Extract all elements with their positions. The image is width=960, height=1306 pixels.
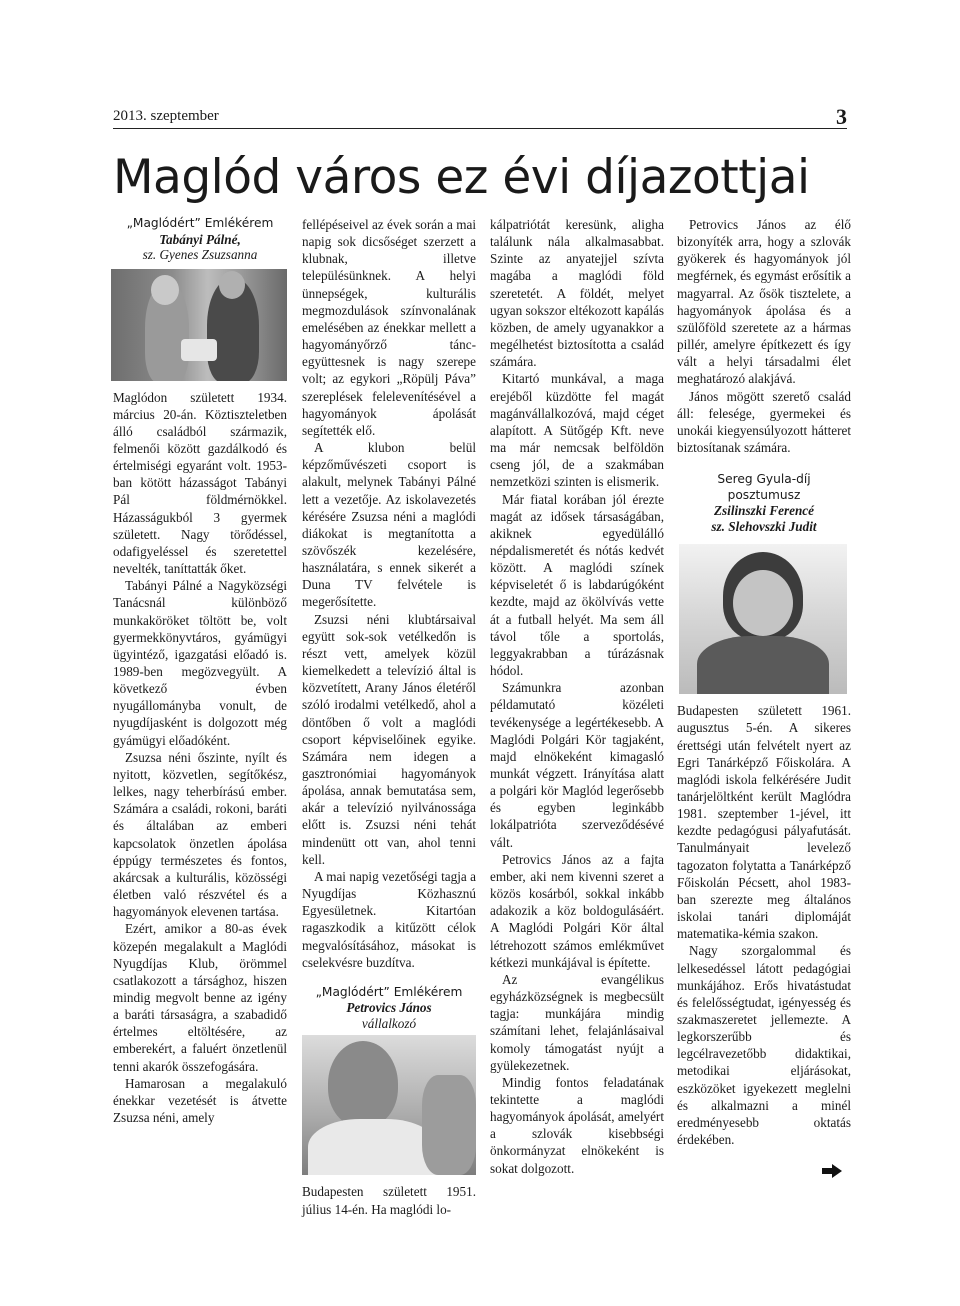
paragraph: Tabányi Pálné a Nagyközségi Tanácsnál különböző munkaköröket töltött be, volt gyermekkönyvtáros, gyámügyi ügyintéző, igazgatási előadó is. 1989-ben megözvegyült. A következő évben nyugállományba vonult, de nyugdíjasként is dolgozott még gyámügyi előadóként. — [113, 578, 287, 748]
paragraph: A klubon belül képzőművészeti csoport is alakult, melynek Tabányi Pálné lett a vezetője. Az iskolavezetés kérésére Zsuzsa néni a maglódi diákokat is megtanította a szövőszék kezelésére, használatára, s ennek sikerét a Duna TV felvétele is megerősítette. — [302, 440, 476, 610]
photo-tabanyi-award-ceremony — [111, 269, 287, 381]
paragraph: Petrovics János az élő bizonyíték arra, hogy a szlovák gyökerek és hagyományok jól megférnek, és egymást erősítik a magyarral. Az ősök tisztelete, a hagyományok ápolása és a szülőföld szeretete az a hármas pillér, amelyre építkezett és így vált a helyi társadalmi élet meghatározó alakjává. — [677, 217, 851, 387]
page-title: Maglód város ez évi díjazottjai — [113, 150, 810, 205]
awardee-occupation: vállalkozó — [361, 1015, 417, 1031]
paragraph: Petrovics János az a fajta ember, aki nem kivenni szeret a közös kosárból, sokkal inkább adakozik a köz boldogulásáért. A Maglódi Polgári Kör által létrehozott számos emlékművet kétkezi munkájával is építette. — [490, 851, 664, 970]
paragraph: János mögött szerető család áll: felesége, gyermekei és unokái kiegyensúlyozott hátteret biztosítanak számára. — [677, 388, 851, 456]
page-number: 3 — [836, 104, 847, 129]
paragraph: Zsuzsa néni őszinte, nyílt és nyitott, közvetlen, segítőkész, lelkes, nagy teherbírású ember. Számára a családi, rokoni, baráti és általában az emberi kapcsolatok önzetlen ápolása éppúgy természetes és fontos, akárcsak a kulturális, közösségi életben való részvétel és a hagyományok elevenen tartása. — [113, 749, 287, 920]
header-rule — [113, 128, 847, 129]
issue-date: 2013. szeptember — [113, 108, 219, 124]
column-3 — [490, 216, 664, 1177]
paragraph: Hamarosan a megalakuló énekkar vezetését is átvette Zsuzsa néni, amely — [113, 1075, 287, 1126]
paragraph: Mindig fontos feladatának tekintette a maglódi hagyományok ápolását, amelyért a szlovák kisebbségi önkormányzat elnökeként is sokat dolgozott. — [490, 1074, 664, 1176]
awardee-maiden-name: sz. Gyenes Zsuzsanna — [142, 247, 258, 262]
award-posthumous: posztumusz — [727, 487, 801, 502]
paragraph: Már fiatal korában jól érezte magát az idősek társaságában, akiknek egyedülálló népdalismeretét és nótás kedvét között. A maglódi színek képviseletét ő is labdarúgóként kezdte, majd az ökölvívás vette át a futball helyét. Ma sem áll távol tőle a sportolás, leggyakrabban a túrázásnak hódol. — [490, 491, 664, 679]
paragraph: Az evangélikus egyházközségnek is megbecsült tagja: munkájára mindig számítani lehet, felajánlásaival komoly támogatást nyújt a gyülekezetnek. — [490, 971, 664, 1073]
award-heading-tabanyi — [113, 216, 287, 263]
awardee-name: Tabányi Pálné, — [159, 231, 241, 247]
continue-arrow-icon — [822, 1164, 842, 1178]
column-2 — [302, 216, 476, 1218]
paragraph: A mai napig vezetőségi tagja a Nyugdíjas Közhasznú Egyesületnek. Kitartóan ragaszkodik a kitűzött célok megvalósításához, másokat is cselekvésre buzdítva. — [302, 868, 476, 970]
paragraph: Kitartó munkával, a maga erejéből küzdötte fel magát magánvállalkozóvá, majd céget alapított. A Sütőgép Kft. neve ma már nemcsak belföldön cseng jól, de a szakmában nemzetközi szinten is elismerik. — [490, 371, 664, 490]
paragraph: Budapesten született 1961. augusztus 5-én. A sikeres érettségi után felvételt nyert az Egri Tanárképző Főiskolára. A maglódi iskola felkérésére Judit tanárjelöltként került Maglódra 1981. szeptember 1-jével, itt kezdte pedagógusi pályafutását. Tanulmányait levelező tagozaton folytatta a Tanárképző Főiskolán Pécsett, ahol 1983-ban szerezte meg általános iskolai tanári diplomáját matematika-kémia szakon. — [677, 703, 851, 942]
photo-zsilinszki-portrait — [679, 544, 847, 694]
award-name: „Maglódért” Emlékérem — [126, 216, 274, 230]
award-heading-petrovics — [302, 985, 476, 1032]
awardee-name: Zsilinszki Ferencé — [713, 503, 814, 519]
paragraph: Ezért, amikor a 80-as évek közepén megalakult a Maglódi Nyugdíjas Klub, örömmel csatlakozott a társághoz, hiszen mindig megvolt benne az igény a baráti társaságra, a szabadidő értelmes eltöltésére, az emberekért, a faluért önzetlenül tenni akarók összefogására. — [113, 921, 287, 1074]
award-name: „Maglódért” Emlékérem — [315, 984, 463, 999]
award-heading-zsilinszki — [677, 472, 851, 534]
column-1 — [113, 216, 287, 1126]
awardee-maiden-name: sz. Slehovszki Judit — [711, 518, 817, 534]
photo-petrovics-portrait — [302, 1035, 476, 1175]
paragraph: fellépéseivel az évek során a mai napig sok dicsőséget szerzett a klubnak, illetve településünknek. A helyi ünnepségek, kulturális megmozdulások színvonalának emelésében az énekkar mellett a hagyományőrző tánc-együttesnek is nagy szerepe volt; az egykori „Röpülj Páva” szereplések felelevenítésével a hagyományok ápolását segítették elő. — [302, 217, 476, 438]
paragraph: Budapesten született 1951. július 14-én. Ha maglódi lo- — [302, 1184, 476, 1217]
awardee-name: Petrovics János — [346, 1000, 432, 1016]
column-4 — [677, 216, 851, 1148]
paragraph: Zsuzsi néni klubtársaival együtt sok-sok vetélkedőn is részt vett, amelyek közül kiemelkedett a televízió által is közvetített, Arany János életéről szóló irodalmi vetélkedő, ahol a döntőben ő volt a maglódi csoport képviselőinek egyike. Számára nem idegen a gasztronómiai hagyományok ápolása, annak bemutatása sem, akár a televízió nyilvánossága előtt is. Zsuzsi néni tehát mindenütt ott van, ahol tenni kell. — [302, 611, 476, 867]
paragraph: Számunkra azonban példamutató közéleti tevékenysége a legértékesebb. A Maglódi Polgári Kör tagjaként, majd elnökeként kimagasló munkát végzett. Irányítása alatt a polgári kör Maglód legerősebb és egyben leginkább lokálpatrióta szerveződésévé vált. — [490, 680, 664, 850]
paragraph: kálpatriótát keresünk, aligha találunk nála alkalmasabbat. Szinte az anyatejjel szívta magába a maglódi föld szeretetét. A földét, melyet ugyan sokszor eltékozott kapálás közben, de amely ugyanakkor a megélhetést biztosította a család számára. — [490, 217, 664, 370]
paragraph: Nagy szorgalommal és lelkesedéssel látott pedagógiai munkájához. Erős hivatástudat és felelősségtudat, igényesség és szakmaszeretet jellemezte. A legkorszerűbb és legcélravezetőbb didaktikai, metodikai eljárásokat, eszközöket igyekezett meglelni és alkalmazni a minél eredményesebb oktatás érdekében. — [677, 943, 851, 1148]
award-name: Sereg Gyula-díj — [717, 472, 811, 487]
paragraph: Maglódon született 1934. március 20-án. Köztiszteletben álló családból származik, felmenői között gazdálkodó és értelmiségi egyaránt volt. 1953-ban kötött házasságot Tabányi Pál földmérnökkel. Házasságukból 3 gyermek született. Nagy törődéssel, odafigyeléssel és szeretettel nevelték, taníttatták őket. — [113, 389, 287, 577]
